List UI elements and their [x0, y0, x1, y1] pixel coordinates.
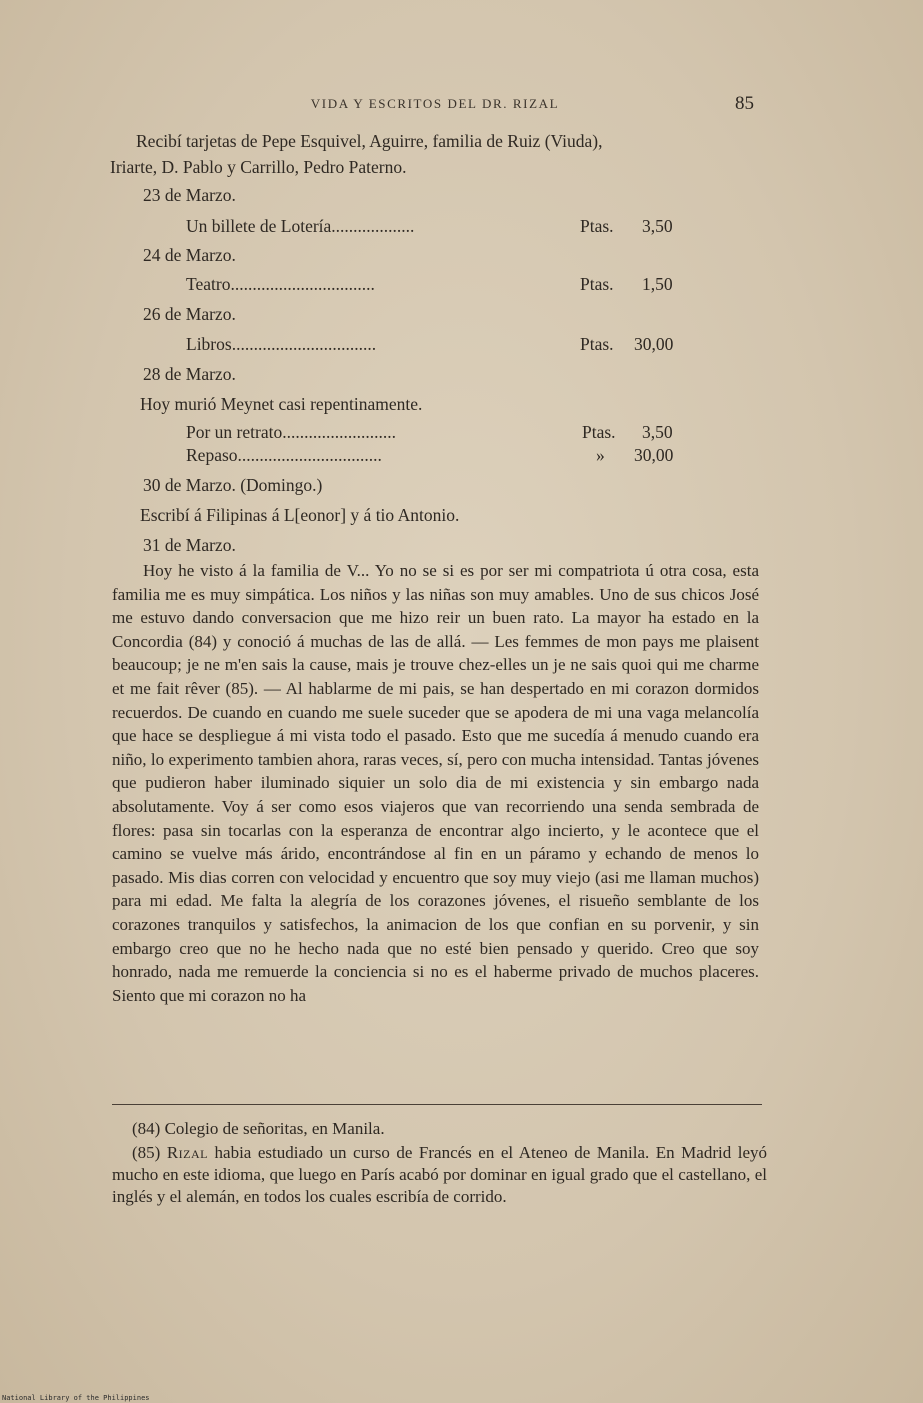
intro-line-2: Iriarte, D. Pablo y Carrillo, Pedro Paterno. — [110, 157, 407, 177]
expense-label: Repaso................................. — [186, 445, 382, 465]
expense-label: Un billete de Lotería................... — [186, 216, 415, 236]
expense-amount: 3,50 — [642, 216, 673, 236]
expense-amount: 3,50 — [642, 422, 673, 442]
expense-currency: Ptas. — [580, 334, 614, 354]
entry-date: 28 de Marzo. — [143, 364, 236, 384]
expense-amount: 1,50 — [642, 274, 673, 294]
diary-paragraph — [112, 559, 759, 1007]
diary-note: Escribí á Filipinas á L[eonor] y á tio Antonio. — [140, 505, 460, 525]
expense-currency: Ptas. — [580, 216, 614, 236]
footnote-84: (84) Colegio de señoritas, en Manila. — [132, 1119, 385, 1138]
running-head: VIDA Y ESCRITOS DEL DR. RIZAL — [310, 96, 560, 111]
paragraph-text: Hoy he visto á la familia de V... Yo no se si es por ser mi compatriota ú otra cosa, esta familia me es muy simpática. Los niños y las niñas son muy amables. Uno de sus chicos José me estuvo dando conversacion que me hizo reir un buen rato. La mayor ha estado en la Concordia (84) y conoció á muchas de las de allá. — Les femmes de mon pays me plaisent beaucoup; je ne m'en sais la cause, mais je trouve chez-elles un je ne sais quoi qui me charme et me fait rêver (85). — Al hablarme de mi pais, se han despertado en mi corazon dormidos recuerdos. De cuando en cuando me suele suceder que se apodera de mi una vaga melancolía que hace se despliegue á mi vista todo el pasado. Esto que me sucedía á menudo cuando era niño, lo experimento tambien ahora, raras veces, sí, pero con mucha intensidad. Tantas jóvenes que pudieron haber iluminado siquier un solo dia de mi existencia y sin embargo nada absolutamente. Voy á ser como esos viajeros que van recorriendo una senda sembrada de flores: pasa sin tocarlas con la esperanza de encontrar algo incierto, y le acontece que el camino se vuelve más árido, encontrándose al fin en un páramo y echando de menos lo pasado. Mis dias corren con velocidad y encuentro que soy muy viejo (asi me llaman muchos) para mi edad. Me falta la alegría de los corazones jóvenes, el risueño semblante de los corazones tranquilos y satisfechos, la animacion de los que confian en su porvenir, y sin embargo creo que no he hecho nada que no esté bien pensado y querido. Creo que soy honrado, nada me remuerde la conciencia si no es el haberme privado de muchos placeres. Siento que mi corazon no ha — [112, 561, 759, 1005]
expense-label: Por un retrato.......................... — [186, 422, 396, 442]
page-number: 85 — [735, 93, 754, 114]
entry-date: 26 de Marzo. — [143, 304, 236, 324]
expense-currency: Ptas. — [580, 274, 614, 294]
expense-amount: 30,00 — [634, 445, 674, 465]
footnote-85 — [112, 1142, 767, 1208]
footnotes — [112, 1118, 767, 1210]
footnote-divider — [112, 1104, 762, 1105]
expense-amount: 30,00 — [634, 334, 674, 354]
expense-currency: » — [596, 445, 605, 465]
diary-note: Hoy murió Meynet casi repentinamente. — [140, 394, 423, 414]
entry-date: 23 de Marzo. — [143, 185, 236, 205]
page-header — [110, 93, 760, 120]
expense-label: Teatro................................. — [186, 274, 375, 294]
intro-line-1: Recibí tarjetas de Pepe Esquivel, Aguirre, familia de Ruiz (Viuda), — [136, 131, 603, 151]
entry-date: 24 de Marzo. — [143, 245, 236, 265]
footnote-85-mark: (85) — [132, 1143, 161, 1162]
library-watermark: National Library of the Philippines — [2, 1394, 150, 1402]
expense-label: Libros................................. — [186, 334, 377, 354]
expense-currency: Ptas. — [582, 422, 616, 442]
entry-date: 31 de Marzo. — [143, 535, 236, 555]
footnote-85-name: Rizal — [166, 1143, 209, 1162]
footnote-85-text: habia estudiado un curso de Francés en el Ateneo de Manila. En Madrid leyó mucho en este idioma, que luego en París acabó por dominar en igual grado que el castellano, el inglés y el alemán, en todos los cuales escribía de corrido. — [112, 1143, 767, 1206]
entry-date: 30 de Marzo. (Domingo.) — [143, 475, 323, 495]
